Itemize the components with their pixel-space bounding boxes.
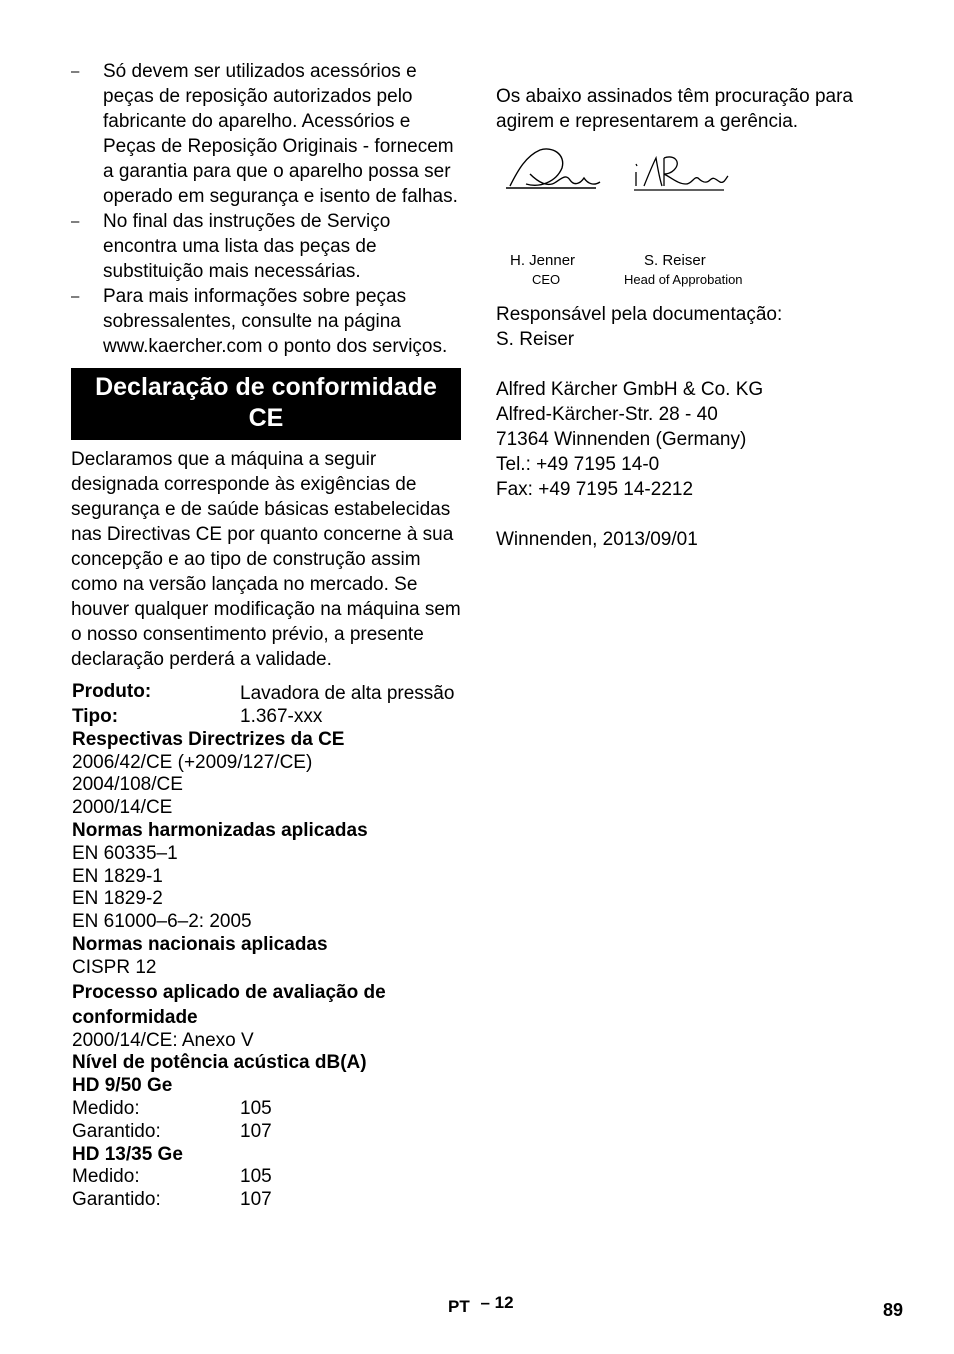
guaranteed-row	[72, 1189, 461, 1212]
list-item: – No final das instruções de Serviço encontra uma lista das peças de substituição mais necessárias.	[71, 209, 461, 284]
product-row	[72, 681, 461, 706]
standard-item: EN 61000–6–2: 2005	[72, 911, 252, 933]
address-line: Alfred-Kärcher-Str. 28 - 40	[496, 404, 718, 425]
standard-item: EN 1829-1	[72, 865, 163, 887]
product-value: Lavadora de alta pressão	[240, 683, 455, 704]
responsible-name: S. Reiser	[496, 329, 575, 350]
guaranteed-value: 107	[240, 1120, 272, 1142]
responsible-label: Responsável pela documentação:	[496, 304, 783, 325]
page-footer-label	[448, 1293, 514, 1317]
product-label: Produto:	[72, 681, 152, 702]
guaranteed-row	[72, 1121, 461, 1144]
type-row	[72, 706, 461, 729]
process-heading: Processo aplicado de avaliação de conformidade	[72, 981, 386, 1028]
type-value: 1.367-xxx	[240, 706, 323, 727]
guaranteed-value: 107	[240, 1189, 272, 1211]
directive-item: 2006/42/CE (+2009/127/CE)	[72, 751, 313, 773]
page-number: 89	[883, 1300, 904, 1320]
left-column	[71, 59, 461, 1212]
directive-item: 2004/108/CE	[72, 774, 183, 796]
signer-role: CEO	[532, 272, 561, 287]
list-item: – Só devem ser utilizados acessórios e peças de reposição autorizados pelo fabricante do aparelho. Acessórios e Peças de Reposição Originais - fornecem a garantia para que o aparelho possa ser operado em segurança e isento de falhas.	[71, 59, 461, 209]
model-name: HD 13/35 Ge	[72, 1143, 183, 1165]
sound-heading: Nível de potência acústica dB(A)	[72, 1052, 367, 1074]
language-code: PT	[448, 1297, 470, 1316]
national-item: CISPR 12	[72, 956, 157, 978]
place-date: Winnenden, 2013/09/01	[496, 529, 698, 550]
measured-label: Medido:	[72, 1166, 140, 1188]
national-heading: Normas nacionais aplicadas	[72, 933, 328, 955]
measured-label: Medido:	[72, 1097, 140, 1119]
model-name: HD 9/50 Ge	[72, 1075, 173, 1097]
standard-item: EN 60335–1	[72, 842, 178, 864]
declaration-text: Declaramos que a máquina a seguir designada corresponde às exigências de segurança e de saúde básicas estabelecidas nas Directivas CE por quanto concerne à sua concepção e ao tipo de construção assim como na versão lançada no mercado. Se houver qualquer modificação na máquina sem o nosso consentimento prévio, a presente declaração perderá a validade.	[71, 449, 461, 670]
directives-heading: Respectivas Directrizes da CE	[72, 728, 345, 750]
address-line: 71364 Winnenden (Germany)	[496, 429, 747, 450]
section-heading: Declaração de conformidade CE	[71, 368, 461, 440]
list-item: – Para mais informações sobre peças sobressalentes, consulte na página www.kaercher.com o ponto dos serviços.	[71, 284, 461, 359]
signature-block	[496, 144, 896, 287]
measured-value: 105	[240, 1097, 272, 1119]
measured-row	[72, 1098, 461, 1121]
signatories-intro: Os abaixo assinados têm procuração para agirem e representarem a gerência.	[496, 86, 853, 132]
process-value: 2000/14/CE: Anexo V	[72, 1029, 254, 1051]
address-line: Alfred Kärcher GmbH & Co. KG	[496, 379, 764, 400]
handwritten-signatures	[496, 144, 756, 204]
signer-name: S. Reiser	[644, 252, 706, 269]
guaranteed-label: Garantido:	[72, 1120, 161, 1142]
info-list	[71, 59, 461, 359]
signer-name: H. Jenner	[510, 252, 576, 269]
section-page: – 12	[480, 1293, 514, 1312]
signer-role: Head of Approbation	[624, 272, 743, 287]
address-line: Fax: +49 7195 14-2212	[496, 479, 694, 500]
address-line: Tel.: +49 7195 14-0	[496, 454, 660, 475]
responsible-block	[496, 302, 896, 352]
harmonized-heading: Normas harmonizadas aplicadas	[72, 819, 368, 841]
guaranteed-label: Garantido:	[72, 1189, 161, 1211]
directive-item: 2000/14/CE	[72, 797, 173, 819]
right-column	[496, 84, 896, 552]
measured-row	[72, 1166, 461, 1189]
measured-value: 105	[240, 1166, 272, 1188]
standard-item: EN 1829-2	[72, 888, 163, 910]
type-label: Tipo:	[72, 706, 119, 727]
address-block	[496, 377, 896, 502]
product-spec	[71, 681, 461, 1212]
